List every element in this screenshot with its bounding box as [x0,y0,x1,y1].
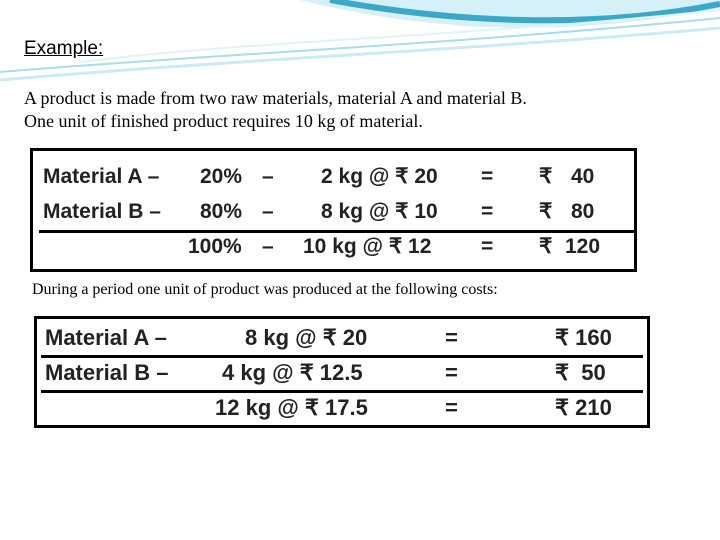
equals-sign: = [481,200,494,223]
total-quantity-rate: 10 kg @ ₹ 12 [303,235,432,258]
intro-line-2: One unit of finished product requires 10 kg of material. [24,111,423,131]
dash: – [262,200,274,223]
dash: – [262,235,274,258]
material-label: Material A – [45,325,167,350]
total-quantity-rate: 12 kg @ ₹ 17.5 [215,395,368,420]
equals-sign: = [445,325,458,350]
period-caption: During a period one unit of product was produced at the following costs: [32,281,498,298]
equals-sign: = [445,360,458,385]
quantity-rate: 2 kg @ ₹ 20 [321,165,438,188]
table-row-material-b [33,195,634,229]
material-label: Material B – [43,200,161,223]
material-label: Material A – [43,165,160,188]
quantity-rate: 8 kg @ ₹ 10 [321,200,438,223]
actual-cost-table [34,316,650,428]
equals-sign: = [445,395,458,420]
standard-cost-table [30,148,637,272]
dash: – [262,165,274,188]
amount: 40 [571,165,595,188]
total-amount: 120 [565,235,601,258]
total-cost: ₹ 210 [555,395,612,420]
quantity-rate: 4 kg @ ₹ 12.5 [222,360,363,385]
table-row-material-a [33,160,634,194]
table-row-material-a [37,321,647,355]
rupee-sign: ₹ [539,200,553,223]
quantity-rate: 8 kg @ ₹ 20 [245,325,368,350]
equals-sign: = [481,165,494,188]
table-row-material-b [37,356,647,390]
intro-paragraph [24,87,704,133]
rupee-sign: ₹ [539,165,553,188]
rupee-sign: ₹ [539,235,553,258]
equals-sign: = [481,235,494,258]
total-percentage: 100% [188,235,242,258]
cost: ₹ 160 [555,325,612,350]
table-row-total [37,391,647,425]
intro-line-1: A product is made from two raw materials, material A and material B. [24,88,527,108]
cost: ₹ 50 [555,360,606,385]
material-label: Material B – [45,360,169,385]
decorative-wave-banner [0,0,720,90]
percentage: 20% [200,165,243,188]
table-row-total [33,230,634,264]
example-heading: Example: [24,38,104,59]
amount: 80 [571,200,595,223]
percentage: 80% [200,200,243,223]
